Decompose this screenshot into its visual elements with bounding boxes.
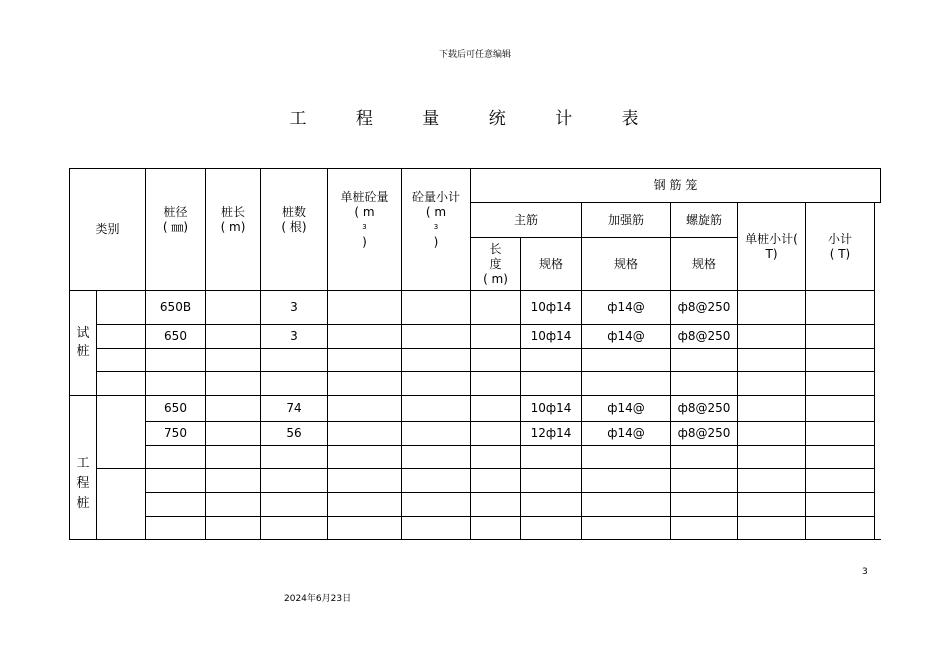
cell-reinforce-spec: ф14@ xyxy=(607,401,645,415)
header-subtotal-label: 小计 xyxy=(827,231,852,246)
table-rule xyxy=(96,468,875,469)
cell-diameter: 650B xyxy=(159,300,192,314)
header-concrete-subtotal-label: 砼量小计 xyxy=(411,189,460,204)
header-reinforce-spec xyxy=(582,238,670,290)
header-bar-length-char: 度 xyxy=(489,256,502,271)
cell-main-spec: 10ф14 xyxy=(530,329,572,343)
cell-count: 56 xyxy=(286,426,302,440)
header-reinforce-bar-text: 加强筋 xyxy=(607,212,644,227)
group-engineering-char: 工 xyxy=(76,455,90,471)
header-length xyxy=(206,169,260,290)
cell-main-spec: 10ф14 xyxy=(530,300,572,314)
table-rule xyxy=(96,324,875,325)
table-rule xyxy=(96,290,97,540)
header-single-pile-subtotal xyxy=(738,203,805,290)
cell-spiral-spec: ф8@250 xyxy=(677,300,731,314)
cell-count: 3 xyxy=(290,300,298,314)
page-number: 3 xyxy=(862,567,868,577)
cell-reinforce-spec: ф14@ xyxy=(607,329,645,343)
group-trial-char: 桩 xyxy=(76,344,90,359)
group-trial-char: 试 xyxy=(76,326,90,341)
header-main-spec xyxy=(521,238,581,290)
header-reinforce-spec-text: 规格 xyxy=(613,256,638,271)
header-main-bar xyxy=(471,203,581,237)
header-length-label: 桩长 xyxy=(220,204,245,219)
cell-spiral-spec: ф8@250 xyxy=(677,329,731,343)
cell-spiral-spec: ф8@250 xyxy=(677,401,731,415)
header-note: 下载后可任意编辑 xyxy=(438,50,511,60)
cell-main-spec: 12ф14 xyxy=(530,426,572,440)
header-category xyxy=(70,169,145,290)
table-rule xyxy=(145,421,875,422)
header-single-concrete-unit-wrap: ( m 3 ) xyxy=(354,204,375,249)
header-single-pile-subtotal-text: 单桩小计( T) xyxy=(745,231,798,261)
cell-diameter: 650 xyxy=(164,401,187,415)
table-rule xyxy=(96,371,875,372)
cube-superscript: 3 xyxy=(433,222,439,231)
header-steel-cage-text: 钢 筋 笼 xyxy=(653,178,698,192)
header-spiral-spec-text: 规格 xyxy=(691,256,716,271)
cell-reinforce-spec: ф14@ xyxy=(607,300,645,314)
header-diameter-unit: ( ㎜) xyxy=(162,219,189,234)
header-main-bar-text: 主筋 xyxy=(513,212,538,227)
header-concrete-subtotal xyxy=(402,169,470,290)
header-count-unit: ( 根) xyxy=(281,219,307,234)
header-spiral-bar-text: 螺旋筋 xyxy=(685,212,722,227)
header-reinforce-bar xyxy=(582,203,670,237)
cell-diameter: 650 xyxy=(164,329,187,343)
cell-spiral-spec: ф8@250 xyxy=(677,426,731,440)
group-engineering-char: 桩 xyxy=(76,495,90,511)
header-spiral-bar xyxy=(671,203,737,237)
table-rule xyxy=(145,492,875,493)
header-spiral-spec xyxy=(671,238,737,290)
table-rule xyxy=(96,348,875,349)
header-main-spec-text: 规格 xyxy=(538,256,563,271)
footer-date: 2024年6月23日 xyxy=(284,594,352,604)
table-rule xyxy=(874,202,875,540)
header-diameter xyxy=(146,169,205,290)
header-bar-length xyxy=(471,238,520,290)
header-concrete-subtotal-unit: ( m xyxy=(425,204,447,219)
header-length-unit: ( m) xyxy=(220,219,246,234)
header-diameter-label: 桩径 xyxy=(163,204,188,219)
header-subtotal xyxy=(806,203,874,290)
cell-main-spec: 10ф14 xyxy=(530,401,572,415)
cube-superscript: 3 xyxy=(362,222,367,231)
group-engineering-pile xyxy=(70,396,96,539)
header-single-concrete-label: 单桩砼量 xyxy=(340,189,389,204)
table-rule xyxy=(145,516,875,517)
group-engineering-char: 程 xyxy=(76,475,90,491)
header-bar-length-unit: ( m) xyxy=(483,271,508,286)
header-count-label: 桩数 xyxy=(281,204,306,219)
header-single-concrete-unit: ( m xyxy=(354,204,375,219)
header-subtotal-unit: ( T) xyxy=(829,246,851,261)
cell-count: 3 xyxy=(290,329,298,343)
cell-reinforce-spec: ф14@ xyxy=(607,426,645,440)
cell-diameter: 750 xyxy=(164,426,187,440)
table-rule xyxy=(880,168,881,203)
header-concrete-subtotal-unit-wrap: ( m 3 ) xyxy=(425,204,447,249)
table-rule xyxy=(69,539,881,540)
header-count xyxy=(261,169,327,290)
header-category-text: 类别 xyxy=(95,222,120,236)
page-title: 工 程 量 统 计 表 xyxy=(289,109,661,129)
header-steel-cage xyxy=(471,169,880,202)
cell-count: 74 xyxy=(286,401,302,415)
table-rule xyxy=(145,445,875,446)
header-single-concrete xyxy=(328,169,401,290)
header-bar-length-char: 长 xyxy=(489,241,502,256)
group-trial-pile xyxy=(70,291,96,395)
